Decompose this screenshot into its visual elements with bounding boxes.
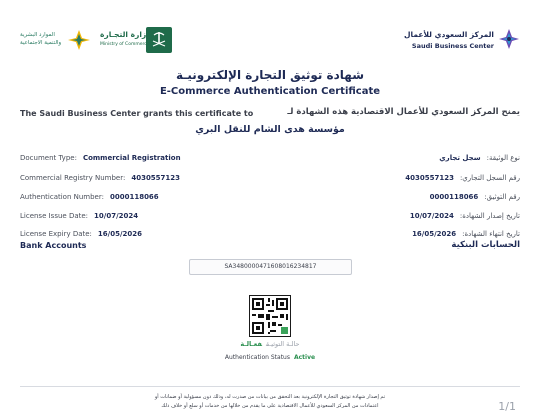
field-issue-date-ar: [410, 203, 520, 222]
field-value: 0000118066: [109, 193, 159, 201]
moc-name-ar: وزارة التجـارة: [100, 30, 151, 39]
field-authentication-number-en: [20, 184, 159, 203]
certificate-title-en: E-Commerce Authentication Certificate: [159, 86, 381, 97]
sbc-name-ar: المركز السعودي للأعمال: [404, 30, 494, 39]
field-value: 0000118066: [429, 193, 479, 201]
field-label: رقم السجل التجاري:: [459, 174, 520, 182]
sbc-logo-icon: [498, 28, 520, 50]
field-document-type-en: [20, 145, 181, 164]
moc-name-en: Ministry of Commerce: [100, 42, 150, 47]
field-label: License Expiry Date:: [20, 230, 92, 238]
auth-status-value-en: Active: [293, 354, 316, 361]
footer-disclaimer-line2: اعتمادات من المركز السعودي للأعمال الاقتصادية على ما يقدم من خلالها من خدمات أو سلع أو خلاف ذلك: [161, 403, 379, 409]
field-label: تاريخ إصدار الشهادة:: [459, 212, 520, 220]
field-expiry-date-en: [20, 221, 142, 240]
grant-statement-ar: يمنح المركز السعودي للأعمال الاقتصادية هذه الشهادة لـ: [287, 107, 520, 117]
field-label: رقم التوثيق:: [484, 193, 520, 201]
auth-status-label-ar: حالـة التوثيـق: [266, 340, 300, 348]
hrsd-logo-icon: [66, 28, 92, 52]
field-value: 4030557123: [131, 174, 181, 182]
field-value: 16/05/2026: [412, 230, 457, 238]
field-value: 10/07/2024: [94, 212, 139, 220]
qr-badge-icon: [281, 327, 288, 334]
sbc-logo: [390, 28, 520, 54]
certificate-title-ar: شهادة توثيق التجارة الإلكترونيـة: [175, 68, 365, 82]
field-label: License Issue Date:: [20, 212, 89, 220]
auth-status-label-en: Authentication Status: [224, 354, 290, 361]
authentication-status-en: [0, 354, 540, 361]
auth-status-value-ar: فعـالـة: [240, 340, 263, 348]
field-value: سجل تجاري: [439, 154, 481, 162]
authentication-status-ar: [0, 340, 540, 348]
field-registry-number-en: [20, 165, 180, 184]
field-document-type-ar: [439, 145, 520, 164]
field-value: 16/05/2026: [97, 230, 142, 238]
field-authentication-number-ar: [430, 184, 520, 203]
iban-field: SA3480000471608016234817: [189, 259, 352, 275]
qr-code[interactable]: [249, 295, 291, 337]
grant-statement-en: The Saudi Business Center grants this certificate to: [20, 109, 254, 118]
field-label: Authentication Number:: [20, 193, 104, 201]
company-name: مؤسسة هدى الشام للنقل البري: [195, 124, 345, 135]
field-label: Commercial Registry Number:: [20, 174, 126, 182]
field-registry-number-ar: [405, 165, 520, 184]
field-value: 4030557123: [405, 174, 454, 182]
field-label: Document Type:: [20, 154, 77, 162]
bank-accounts-title-ar: الحسابات البنكية: [451, 240, 520, 250]
hrsd-name-line2: والتنمية الاجتماعية: [20, 40, 62, 46]
footer-disclaimer-line1: تم إصدار شهادة توثيق التجارة الإلكترونية بعد التحقق من بيانات من صدرت له، وذلك دون مسؤولية أو ضمانات أو: [154, 394, 386, 400]
field-value: Commercial Registration: [82, 154, 181, 162]
bank-accounts-title-en: Bank Accounts: [20, 241, 87, 250]
page-number: 1/1: [498, 400, 516, 413]
field-issue-date-en: [20, 203, 138, 222]
field-expiry-date-ar: [412, 221, 520, 240]
sbc-name-en: Saudi Business Center: [411, 42, 494, 50]
field-label: تاريخ انتهاء الشهادة:: [462, 230, 520, 238]
field-label: نوع الوثيقة:: [486, 154, 520, 162]
field-value: 10/07/2024: [409, 212, 454, 220]
hrsd-name-line1: الموارد البشرية: [20, 32, 55, 38]
footer-divider: [20, 386, 520, 387]
